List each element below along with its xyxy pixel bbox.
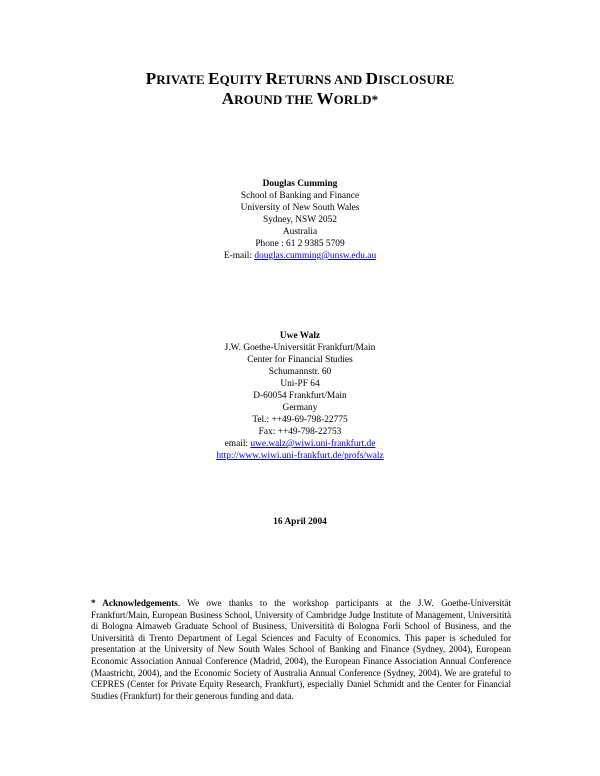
author-2-email-label: email: [224,439,251,449]
author-2-email-link[interactable]: uwe.walz@wiwi.uni-frankfurt.de [250,439,376,449]
acknowledgements-label: * Acknowledgements [91,598,178,608]
author-2-university: J.W. Goethe-Universität Frankfurt/Main [224,343,376,353]
author-2-url-line [0,450,600,462]
title-cap: D [365,69,379,88]
title-cap: W [316,89,334,108]
author-1-affiliation: School of Banking and Finance [240,191,360,201]
title-small: ETURNS AND [277,72,366,87]
author-2-email-line [0,438,600,450]
author-1-name: Douglas Cumming [262,179,338,189]
author-1-city: Sydney, NSW 2052 [263,215,337,225]
author-2-block [0,330,600,462]
author-1-email-label: E-mail: [223,251,255,261]
title-cap: A [221,89,235,108]
title-cap: P [145,69,157,88]
author-2-city: D-60054 Frankfurt/Main [253,391,347,401]
author-2-country: Germany [282,403,318,413]
paper-title-line-2 [0,89,600,110]
author-2-tel: Tel.: ++49-69-798-22775 [252,415,348,425]
author-2-name: Uwe Walz [279,331,321,341]
title-small: RIVATE [156,72,209,87]
author-2-homepage-link[interactable]: http://www.wiwi.uni-frankfurt.de/profs/walz [216,451,384,461]
author-1-country: Australia [282,227,318,237]
title-cap: E [208,69,220,88]
author-2-street: Schumannstr. 60 [268,367,332,377]
author-2-fax: Fax: ++49-798-22753 [258,427,342,437]
title-small: ISCLOSURE [378,72,455,87]
title-small: ORLD* [333,92,379,107]
acknowledgements-footnote [91,598,511,702]
title-cap: R [265,69,278,88]
paper-title-line-1 [0,69,600,90]
author-1-email-line [0,250,600,262]
acknowledgements-text: . We owe thanks to the workshop participants at the J.W. Goethe-Universität Frankfurt/Main, European Business School, University of Cambridge Judge Institute of Management, Universitità di Bologna Almaweb Graduate School of Business, Universitità di Bologna Forli School of Business, and the Universitità di Trento Department of Legal Sciences and Faculty of Economics. This paper is scheduled for presentation at the University of New South Wales School of Banking and Finance (Sydney, 2004), European Economic Association Annual Conference (Madrid, 2004), the European Finance Association Annual Conference (Maastricht, 2004), and the Economic Society of Australia Annual Conference (Sydney, 2004). We are grateful to CEPRES (Center for Private Equity Research, Frankfurt), especially Daniel Schmidt and the Center for Financial Studies (Frankfurt) for their generous funding and data. [91,598,511,701]
author-2-center: Center for Financial Studies [247,355,353,365]
title-small: ROUND THE [234,92,317,107]
title-small: QUITY [219,72,266,87]
author-1-university: University of New South Wales [240,203,360,213]
paper-date: 16 April 2004 [273,517,327,527]
author-1-email-link[interactable]: douglas.cumming@unsw.edu.au [254,251,377,261]
author-1-phone: Phone : 61 2 9385 5709 [255,239,345,249]
author-1-block [0,178,600,262]
author-2-pobox: Uni-PF 64 [280,379,320,389]
